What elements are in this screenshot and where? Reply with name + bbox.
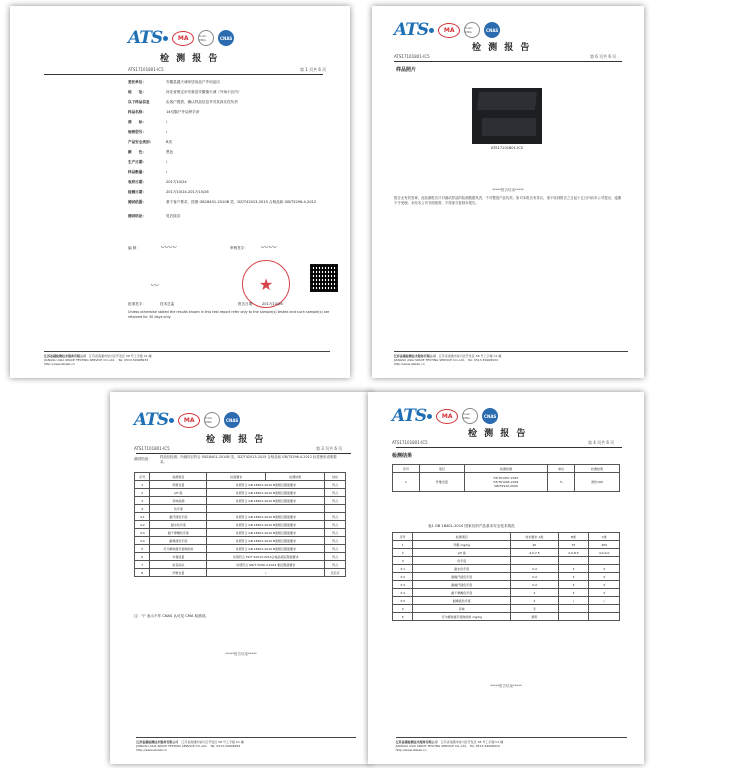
table-cell: 耐汗渍色牢度 bbox=[150, 513, 207, 521]
table-cell: / bbox=[589, 597, 620, 605]
table-cell: 符合 bbox=[325, 561, 346, 569]
table-cell bbox=[558, 557, 589, 565]
footer-address: 江苏省南通市崇川区开发区 58 号工字楼 C1 幢 bbox=[438, 354, 502, 358]
table-cell: 3 bbox=[589, 581, 620, 589]
report-title: 检 测 报 告 bbox=[468, 429, 528, 439]
table-cell: 耐唾液色牢度 bbox=[150, 537, 207, 545]
field-label: 测试结论： bbox=[128, 214, 146, 218]
standard-requirements-table bbox=[392, 532, 620, 621]
table-header-row bbox=[393, 533, 620, 541]
issue-date: 2017/10/26 bbox=[262, 302, 283, 306]
field-value: / bbox=[166, 160, 168, 164]
table-cell: 甲醛含量 bbox=[150, 481, 207, 489]
footer-tel: Tel: 0513-59908934 bbox=[118, 358, 149, 362]
table-cell bbox=[325, 505, 346, 513]
divider bbox=[44, 74, 323, 75]
field-value: B类 bbox=[166, 140, 173, 144]
table-header-cell: 检测项目 bbox=[413, 533, 511, 541]
table-header-cell: 结论 bbox=[325, 473, 346, 481]
reviewer-label: 审核签字： bbox=[230, 246, 248, 250]
divider bbox=[136, 453, 351, 454]
field-label: 检测日期： bbox=[128, 190, 146, 194]
issue-date-label: 报告日期： bbox=[238, 302, 256, 306]
table-cell: 符合 bbox=[325, 529, 346, 537]
table-cell: 符合 bbox=[325, 497, 346, 505]
field-label: 规格型号： bbox=[128, 130, 146, 134]
table-cell: 3-4 bbox=[511, 565, 558, 573]
table-header-cell: 序号 bbox=[393, 533, 413, 541]
table-cell: 符合 bbox=[325, 481, 346, 489]
table-cell: 见后页 bbox=[325, 569, 346, 577]
ats-logo-star-icon bbox=[169, 418, 174, 423]
report-page-2 bbox=[372, 6, 644, 378]
table-cell: 该项符合 GB 18401-2010 B类相应限值要求 bbox=[207, 521, 325, 529]
table-cell: 外观质量 bbox=[150, 553, 207, 561]
field-row bbox=[128, 80, 220, 85]
table-cell: 1 bbox=[135, 481, 150, 489]
field-label: 商 标： bbox=[128, 120, 146, 124]
table-cell: 该项符合 GB 18401-2010 B类相应限值要求 bbox=[207, 545, 325, 553]
table-cell: 4 bbox=[511, 589, 558, 597]
table-cell bbox=[558, 605, 589, 613]
table-cell: 3.3 bbox=[393, 581, 413, 589]
field-row bbox=[128, 200, 316, 205]
ats-logo-star-icon bbox=[429, 28, 434, 33]
report-title: 检 测 报 告 bbox=[160, 54, 220, 64]
end-mark: *****报告结束***** bbox=[225, 652, 257, 656]
table-cell: 3 bbox=[589, 565, 620, 573]
field-label: 测试依据： bbox=[128, 200, 146, 204]
field-value: 2017/10/24-2017/10/26 bbox=[166, 190, 209, 194]
table-cell: 3-4 bbox=[511, 573, 558, 581]
table-header-cell: 项目 bbox=[419, 465, 464, 473]
table-cell bbox=[589, 605, 620, 613]
table-row bbox=[135, 537, 346, 545]
table-cell bbox=[558, 613, 589, 621]
report-page-1 bbox=[10, 6, 350, 378]
table-cell: 4.2 bbox=[135, 521, 150, 529]
table-cell: 该项符合 GB 18401-2010 B类相应限值要求 bbox=[207, 489, 325, 497]
table-cell: 4.3 bbox=[135, 529, 150, 537]
table-row bbox=[393, 565, 620, 573]
footer-company-en: JIANGSU ASIA SPACE TESTING SERVICE CO.,Ltd. bbox=[44, 358, 116, 362]
report-notice: 报告无有效签章、此检测报告只对测试样品的检测数据负责，不对整批产品负责。如对本报告有异议，请于收到报告之日起十五日内向本公司提出，逾期不予受理。未经本公司书面批准，不得部分复制本报告。 bbox=[394, 196, 622, 205]
table-row bbox=[393, 605, 620, 613]
photo-glove-fold bbox=[477, 92, 537, 110]
table-cell: 该项符合 GB/T 5296.4-2012 相应限值要求 bbox=[207, 561, 325, 569]
table-cell: 4.1 bbox=[135, 513, 150, 521]
page-number: 第 1 页共 6 页 bbox=[300, 67, 327, 72]
table-cell: 标签标识 bbox=[150, 561, 207, 569]
field-row bbox=[128, 120, 167, 125]
table-row bbox=[135, 489, 346, 497]
cnas-icon: CNAS bbox=[224, 412, 240, 428]
table-cell: 3 bbox=[558, 589, 589, 597]
table-header-cell: B类 bbox=[558, 533, 589, 541]
results-table bbox=[134, 472, 346, 577]
cma-mark-icon: MA bbox=[438, 23, 460, 38]
table-cell: 1 bbox=[393, 473, 420, 492]
photo-glove-fold bbox=[482, 118, 536, 136]
field-value: 14纹隔户外烧烤手套 bbox=[166, 110, 200, 114]
table-cell bbox=[511, 557, 558, 565]
ilac-mra-icon: ILAC-MRA bbox=[462, 408, 478, 424]
field-row bbox=[128, 110, 199, 115]
table-cell: 5 bbox=[135, 545, 150, 553]
field-label: 地 址： bbox=[128, 90, 146, 94]
field-value: / bbox=[166, 130, 168, 134]
ats-logo: ATS bbox=[134, 410, 169, 430]
table-row bbox=[135, 481, 346, 489]
footer-company: 江苏省越检测技术服务有限公司 bbox=[44, 354, 87, 358]
field-row bbox=[128, 140, 172, 145]
ats-logo: ATS bbox=[392, 406, 427, 426]
sample-photo bbox=[472, 88, 542, 144]
page-number: 第 6 页共 6 页 bbox=[590, 54, 617, 59]
table-cell: 3.2 bbox=[393, 573, 413, 581]
table-header-row bbox=[135, 473, 346, 481]
table-cell: 1 bbox=[393, 541, 413, 549]
end-mark: *****报告结束***** bbox=[490, 684, 522, 688]
report-number: ATS17101801-IC5 bbox=[134, 446, 170, 451]
table-cell: 耐干摩擦色牢度 bbox=[150, 529, 207, 537]
cma-mark-icon: MA bbox=[178, 413, 200, 428]
table-cell: 该项符合 GB 18401-2010 B类相应限值要求 bbox=[207, 497, 325, 505]
table-row bbox=[135, 569, 346, 577]
field-value: 见后续页 bbox=[166, 214, 181, 218]
cma-mark-icon: MA bbox=[172, 31, 194, 46]
disclaimer: Unless otherwise stated the results shown in this test report refer only to the sample(s) tested and such sample(s) are retained for 30 days only. bbox=[128, 310, 330, 319]
table-row bbox=[135, 513, 346, 521]
field-label: 以下样品信息 bbox=[128, 100, 150, 104]
table-cell: 2 bbox=[135, 489, 150, 497]
compiler-label: 编 制： bbox=[128, 246, 140, 250]
field-value: / bbox=[166, 170, 168, 174]
footer-web: http://www.atslab.cn bbox=[44, 362, 75, 366]
table-cell: 该项符合 FZ/T 42013-2015合格品相应限值要求 bbox=[207, 553, 325, 561]
table-cell: 3 bbox=[589, 589, 620, 597]
table-header-cell: 序号 bbox=[135, 473, 150, 481]
cnas-icon: CNAS bbox=[218, 30, 234, 46]
field-label: 委托单位： bbox=[128, 80, 146, 84]
conclusion-label: 测试结论： bbox=[134, 457, 152, 461]
footer-web: http://www.atslab.cn bbox=[395, 748, 427, 752]
footer-tel: Tel: 0513-59908934 bbox=[210, 744, 241, 748]
table-cell: 4 bbox=[135, 505, 150, 513]
fiber-content-table bbox=[392, 464, 620, 492]
field-label: 样品数量： bbox=[128, 170, 146, 174]
table-cell: 4.0-8.5 bbox=[558, 549, 589, 557]
ilac-mra-icon: ILAC-MRA bbox=[464, 22, 480, 38]
table-row bbox=[135, 545, 346, 553]
field-row bbox=[128, 100, 238, 105]
table-cell: 耐酸汗渍色牢度 bbox=[413, 573, 511, 581]
approver-signature: 〰 bbox=[150, 281, 158, 290]
seal-star-icon: ★ bbox=[258, 274, 274, 294]
report-title: 检 测 报 告 bbox=[472, 43, 532, 53]
field-row bbox=[128, 214, 180, 219]
table-cell: 异味 bbox=[413, 605, 511, 613]
table-cell: 甲醛 mg/kg bbox=[413, 541, 511, 549]
table-cell bbox=[207, 505, 325, 513]
table-cell: 3 bbox=[558, 573, 589, 581]
field-value: 2017/10/24 bbox=[166, 180, 187, 184]
page-number: 第 4 页共 6 页 bbox=[588, 440, 615, 445]
field-row bbox=[128, 90, 241, 95]
footer-company: 江苏省越检测技术服务有限公司 bbox=[136, 740, 179, 744]
table-cell: 符合 bbox=[325, 521, 346, 529]
report-footer bbox=[396, 737, 628, 752]
table-cell: 可分解致癌芳香胺染料 bbox=[150, 545, 207, 553]
table-cell: 色牢度 bbox=[413, 557, 511, 565]
field-value: 由客户提供，确认样品信息并对其真实性负责 bbox=[166, 100, 238, 104]
table-cell: 3.5 bbox=[393, 597, 413, 605]
report-number: ATS17101801-IC5 bbox=[128, 67, 164, 72]
approver-title: 技术总监 bbox=[160, 302, 175, 306]
ilac-mra-icon: ILAC-MRA bbox=[204, 412, 220, 428]
table-row bbox=[135, 529, 346, 537]
table-row bbox=[393, 581, 620, 589]
header-logos bbox=[392, 406, 498, 426]
table-cell: 4.4 bbox=[135, 537, 150, 545]
conclusion-text: 样品经检测，所测项目符合 GB18401-2010B 类、DZ/T42013-2015 合格品和 GB/T5296.4-2012 标签使用说明要求。 bbox=[160, 455, 337, 464]
official-seal bbox=[242, 260, 290, 308]
table-cell: 耐水色牢度 bbox=[413, 565, 511, 573]
field-label: 收样日期： bbox=[128, 180, 146, 184]
qr-code bbox=[310, 264, 338, 292]
cnas-icon: CNAS bbox=[482, 408, 498, 424]
table-cell: 4.0-7.5 bbox=[511, 549, 558, 557]
field-value: 安徽县越天诚家居用品户外用品店 bbox=[166, 80, 220, 84]
divider bbox=[394, 61, 623, 62]
table-header-cell: 单位 bbox=[548, 465, 575, 473]
page-number: 第 3 页共 6 页 bbox=[316, 446, 343, 451]
footer-address: 江苏省南通市崇川区开发区 58 号工字楼 C1 幢 bbox=[181, 740, 244, 744]
table-cell: / bbox=[207, 569, 325, 577]
divider bbox=[396, 447, 622, 448]
table-cell: 4 bbox=[511, 597, 558, 605]
table-cell: 纤维含量 bbox=[150, 569, 207, 577]
table-cell: 3-4 bbox=[511, 581, 558, 589]
field-label: 生产日期： bbox=[128, 160, 146, 164]
field-row bbox=[128, 190, 209, 195]
field-value: 基于客户要求，按照 GB18401-2010B 类、DZ/T42013-2015 合格品和 GB/T5296.4-2012 bbox=[166, 200, 317, 204]
table-cell: / bbox=[558, 597, 589, 605]
table-cell: 20 bbox=[511, 541, 558, 549]
cma-mark-icon: MA bbox=[436, 409, 458, 424]
table-note: 注："/" 表示不作 CNAS 认可及 CMA 检测项。 bbox=[134, 614, 209, 618]
report-page-3 bbox=[110, 392, 372, 764]
table-cell bbox=[589, 557, 620, 565]
table-row bbox=[135, 553, 346, 561]
table-cell: 300 bbox=[589, 541, 620, 549]
table-cell: 符合 bbox=[325, 553, 346, 561]
footer-company-en: JIANGSU ASIA SPACE TESTING SERVICE CO.,Ltd. bbox=[136, 744, 208, 748]
field-row bbox=[128, 180, 187, 185]
field-row bbox=[128, 130, 167, 135]
compiler-signature: 〰〰 bbox=[160, 243, 176, 252]
report-footer bbox=[136, 737, 356, 752]
table-cell: 8 bbox=[135, 569, 150, 577]
footer-company-en: JIANGSU ASIA SPACE TESTING SERVICE CO.,Ltd. bbox=[395, 744, 467, 748]
table-cell: 无 bbox=[511, 605, 558, 613]
cnas-icon: CNAS bbox=[484, 22, 500, 38]
table-header-cell: 检测结果 bbox=[266, 473, 325, 481]
table-cell: 耐水色牢度 bbox=[150, 521, 207, 529]
report-page-4 bbox=[368, 392, 644, 764]
table2-title: 表1 GB 18401-2010 国家纺织产品基本安全技术规范 bbox=[428, 524, 515, 528]
header-logos bbox=[128, 28, 234, 48]
header-logos bbox=[394, 20, 500, 40]
reviewer-signature: 〰〰 bbox=[260, 243, 276, 252]
table-header-cell: 标准要求 bbox=[207, 473, 266, 481]
table-cell: pH 值 bbox=[413, 549, 511, 557]
table-cell: 纤维含量 bbox=[419, 473, 464, 492]
ats-logo-star-icon bbox=[163, 36, 168, 41]
section-title: 样品照片 bbox=[396, 67, 417, 73]
table-cell: 3 bbox=[393, 557, 413, 565]
footer-company: 江苏省越检测技术服务有限公司 bbox=[395, 740, 438, 744]
table-cell: 耐碱汗渍色牢度 bbox=[413, 581, 511, 589]
table-header-cell: 检测依据 bbox=[464, 465, 547, 473]
end-mark: *****报告结束***** bbox=[492, 188, 524, 192]
photo-caption: ATS17101801-IC5 bbox=[490, 146, 524, 150]
field-value: 黑色 bbox=[166, 150, 174, 154]
table-cell: 符合 bbox=[325, 489, 346, 497]
table-cell: 符合 bbox=[325, 537, 346, 545]
table-cell: 5 bbox=[393, 613, 413, 621]
table-cell: 符合 bbox=[325, 513, 346, 521]
field-value: 河北省保定市安新县安徽镇天诚（外场小区内） bbox=[166, 90, 242, 94]
ats-logo: ATS bbox=[394, 20, 429, 40]
report-footer bbox=[44, 351, 330, 366]
table-cell: 符合 bbox=[325, 545, 346, 553]
table-cell: pH 值 bbox=[150, 489, 207, 497]
field-label: 样品名称： bbox=[128, 110, 146, 114]
table-row bbox=[393, 613, 620, 621]
footer-company-en: JIANGSU ASIA SPACE TESTING SERVICE CO.,Ltd. bbox=[393, 358, 465, 362]
table-row bbox=[135, 561, 346, 569]
field-row bbox=[128, 150, 173, 155]
field-row bbox=[128, 160, 167, 165]
footer-address: 江苏省南通市崇川区开发区 58 号工字楼 C1 幢 bbox=[89, 354, 152, 358]
approver-label: 批准签字： bbox=[128, 302, 146, 306]
table-cell: 该项符合 GB 18401-2010 B类相应限值要求 bbox=[207, 513, 325, 521]
table-row bbox=[135, 505, 346, 513]
table-row bbox=[393, 589, 620, 597]
table-row bbox=[135, 497, 346, 505]
footer-company: 江苏省越检测技术服务有限公司 bbox=[393, 354, 436, 358]
ats-logo-star-icon bbox=[427, 414, 432, 419]
table-row bbox=[393, 573, 620, 581]
table-header-cell: C类 bbox=[589, 533, 620, 541]
report-number: ATS17101801-IC5 bbox=[392, 440, 428, 445]
table-cell: 4.0-9.0 bbox=[589, 549, 620, 557]
table-cell: 该项符合 GB 18401-2010 B类相应限值要求 bbox=[207, 481, 325, 489]
table-cell: 涤纶100 bbox=[575, 473, 620, 492]
report-number: ATS17101801-IC5 bbox=[394, 54, 430, 59]
report-footer bbox=[394, 351, 628, 366]
table-cell: 3 bbox=[135, 497, 150, 505]
table-cell: 3 bbox=[558, 565, 589, 573]
table-cell: 禁用 bbox=[511, 613, 558, 621]
table-cell: 该项符合 GB 18401-2010 B类相应限值要求 bbox=[207, 529, 325, 537]
table-row bbox=[393, 473, 620, 492]
table-cell: 3.4 bbox=[393, 589, 413, 597]
header-logos bbox=[134, 410, 240, 430]
report-title: 检 测 报 告 bbox=[206, 435, 266, 445]
table-header-row bbox=[393, 465, 620, 473]
table-cell: FZ/T01057-2007 FZ/T01095-2002 GB/T2910-2009 bbox=[464, 473, 547, 492]
footer-tel: Tel: 0513-59908934 bbox=[469, 744, 500, 748]
table-cell bbox=[589, 613, 620, 621]
table-cell: % bbox=[548, 473, 575, 492]
ilac-mra-icon: ILAC-MRA bbox=[198, 30, 214, 46]
table-cell: 该项符合 GB 18401-2010 B类相应限值要求 bbox=[207, 537, 325, 545]
table-cell: 耐唾液色牢度 bbox=[413, 597, 511, 605]
table-cell: 3 bbox=[558, 581, 589, 589]
table-header-cell: 检测项目 bbox=[150, 473, 207, 481]
table-row bbox=[393, 597, 620, 605]
field-row bbox=[128, 170, 167, 175]
footer-tel: Tel: 0513-59908934 bbox=[467, 358, 498, 362]
table-cell: 7 bbox=[135, 561, 150, 569]
table-row bbox=[135, 521, 346, 529]
footer-address: 江苏省南通市崇川区开发区 58 号工字楼 C1 幢 bbox=[440, 740, 504, 744]
table-row bbox=[393, 557, 620, 565]
table-cell: 异味检测 bbox=[150, 497, 207, 505]
table-cell: 色牢度 bbox=[150, 505, 207, 513]
table-cell: 3.1 bbox=[393, 565, 413, 573]
table-cell: 3 bbox=[589, 573, 620, 581]
ats-logo: ATS bbox=[128, 28, 163, 48]
table-cell: 6 bbox=[135, 553, 150, 561]
table-row bbox=[393, 541, 620, 549]
footer-web: http://www.atslab.cn bbox=[393, 362, 425, 366]
table-header-cell: 检测结果 bbox=[575, 465, 620, 473]
field-label: 颜 色： bbox=[128, 150, 146, 154]
table-header-cell: 序号 bbox=[393, 465, 420, 473]
table-cell: 耐干摩擦色牢度 bbox=[413, 589, 511, 597]
footer-web: http://www.atslab.cn bbox=[136, 748, 168, 752]
field-label: 产品安全类别： bbox=[128, 140, 154, 144]
table-row bbox=[393, 549, 620, 557]
field-value: / bbox=[166, 120, 168, 124]
table-cell: 4 bbox=[393, 605, 413, 613]
table-cell: 2 bbox=[393, 549, 413, 557]
table-cell: 75 bbox=[558, 541, 589, 549]
table-cell: 可分解致癌芳香胺染料 mg/kg bbox=[413, 613, 511, 621]
table-header-cell: 技术要求 A类 bbox=[511, 533, 558, 541]
section-title: 检测结果 bbox=[392, 453, 413, 459]
